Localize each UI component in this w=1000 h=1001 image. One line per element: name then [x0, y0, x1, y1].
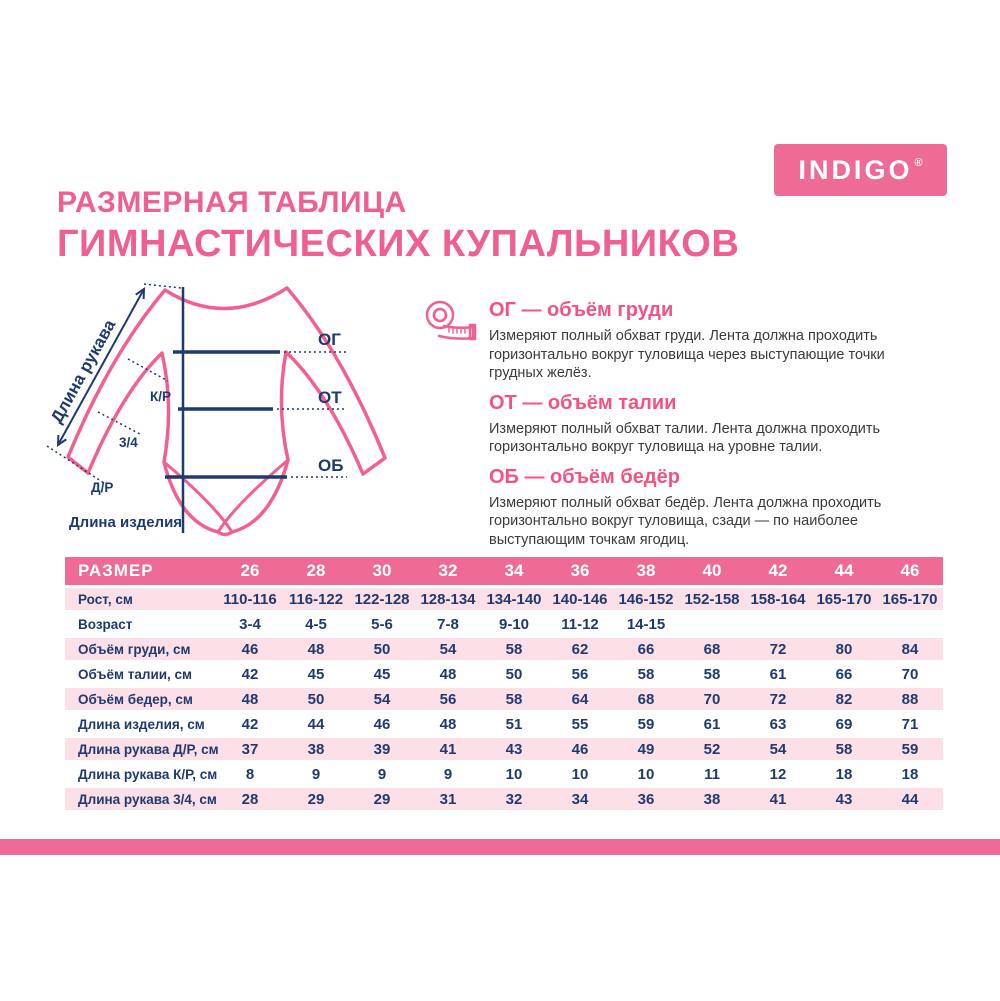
table-cell: 59	[901, 740, 919, 758]
table-cell: 3-4	[239, 615, 261, 633]
table-cell: 50	[373, 640, 391, 658]
table-row	[65, 663, 943, 685]
table-cell: 88	[901, 690, 919, 708]
table-cell: 48	[241, 690, 259, 708]
table-cell: 46	[241, 640, 259, 658]
table-cell: 9-10	[498, 615, 530, 633]
size-header-cell: 46	[900, 561, 920, 580]
table-cell: 62	[571, 640, 589, 658]
table-cell: 134-140	[486, 590, 542, 608]
kr-label: К/Р	[150, 389, 171, 404]
size-header-cell: 38	[636, 561, 656, 580]
row-label: Длина изделия, см	[78, 716, 205, 732]
table-cell: 44	[307, 715, 325, 733]
registered-mark: ®	[914, 157, 923, 169]
table-cell: 14-15	[626, 615, 666, 633]
tape-roll-outer	[427, 302, 453, 328]
sleeve-length-arrow	[58, 289, 144, 445]
table-cell: 48	[439, 665, 457, 683]
page-title-line2: ГИМНАСТИЧЕСКИХ КУПАЛЬНИКОВ	[57, 223, 740, 265]
hips-section-text	[489, 494, 969, 550]
page-title-line1: РАЗМЕРНАЯ ТАБЛИЦА	[57, 186, 407, 219]
brand-logo	[774, 144, 947, 196]
measuring-tape-icon	[423, 296, 481, 346]
table-cell: 41	[439, 740, 457, 758]
table-row	[65, 588, 943, 610]
waist-section-text	[489, 420, 969, 457]
waist-section	[489, 392, 969, 457]
waist-label: ОТ	[318, 388, 342, 407]
table-cell: 11-12	[561, 615, 599, 633]
table-cell: 49	[637, 740, 655, 758]
table-cell: 71	[901, 715, 919, 733]
item-length-label: Длина изделия	[69, 514, 183, 531]
table-cell: 158-164	[750, 590, 806, 608]
table-row	[65, 713, 943, 735]
size-header-cell: 44	[834, 561, 854, 580]
table-cell: 11	[704, 765, 720, 783]
table-cell: 52	[703, 740, 721, 758]
table-cell: 10	[505, 765, 523, 783]
bottom-accent-band	[0, 839, 1000, 855]
table-cell: 18	[835, 765, 853, 783]
table-cell: 56	[439, 690, 457, 708]
hips-section-heading: ОБ — объём бедёр	[489, 465, 680, 488]
table-cell: 51	[505, 715, 523, 733]
row-label: Объём груди, см	[78, 641, 191, 657]
table-cell: 70	[901, 665, 919, 683]
table-cell: 43	[835, 790, 853, 808]
table-cell	[811, 613, 877, 635]
table-cell: 42	[241, 665, 259, 683]
size-header-cell: 40	[702, 561, 722, 580]
table-row	[65, 613, 943, 635]
table-cell: 54	[439, 640, 457, 658]
table-row	[65, 738, 943, 760]
size-header-cell: 26	[240, 561, 260, 580]
row-label: Возраст	[78, 616, 133, 632]
table-cell: 140-146	[552, 590, 608, 608]
description-line: грудных желёз.	[489, 365, 592, 381]
row-label: Длина рукава 3/4, см	[78, 791, 217, 807]
table-cell: 58	[835, 740, 853, 758]
table-cell: 9	[311, 765, 321, 783]
table-cell	[877, 613, 943, 635]
table-cell: 58	[637, 665, 655, 683]
table-cell: 122-128	[354, 590, 410, 608]
table-cell: 31	[439, 790, 457, 808]
size-header-cell: 28	[306, 561, 326, 580]
table-cell: 45	[307, 665, 325, 683]
table-cell: 58	[703, 665, 721, 683]
table-cell	[679, 613, 745, 635]
table-cell: 32	[505, 790, 523, 808]
leotard-diagram	[40, 270, 420, 550]
table-cell: 64	[571, 690, 589, 708]
table-cell: 146-152	[618, 590, 674, 608]
table-body	[65, 588, 943, 810]
table-cell: 70	[703, 690, 721, 708]
table-cell: 45	[373, 665, 391, 683]
table-cell: 68	[637, 690, 655, 708]
table-cell: 29	[373, 790, 391, 808]
table-cell: 37	[241, 740, 259, 758]
table-cell: 110-116	[223, 590, 277, 608]
table-row	[65, 688, 943, 710]
table-cell: 152-158	[684, 590, 740, 608]
table-cell: 61	[703, 715, 721, 733]
table-cell: 42	[241, 715, 259, 733]
table-cell: 28	[241, 790, 259, 808]
table-row	[65, 788, 943, 810]
table-cell: 84	[901, 640, 919, 658]
table-cell: 68	[703, 640, 721, 658]
table-cell: 39	[373, 740, 391, 758]
row-label: Длина рукава Д/Р, см	[78, 741, 219, 757]
table-cell: 50	[307, 690, 325, 708]
table-cell: 10	[571, 765, 589, 783]
table-row	[65, 638, 943, 660]
table-cell: 66	[637, 640, 655, 658]
table-cell: 58	[505, 690, 523, 708]
table-cell: 80	[835, 640, 853, 658]
table-cell: 9	[377, 765, 387, 783]
table-cell: 58	[505, 640, 523, 658]
chest-section-text	[489, 327, 969, 383]
table-cell: 34	[571, 790, 589, 808]
size-header-cell: 42	[768, 561, 788, 580]
table-cell: 46	[373, 715, 391, 733]
table-cell: 50	[505, 665, 523, 683]
chest-label: ОГ	[318, 330, 341, 349]
page-title	[57, 186, 739, 266]
table-cell: 72	[769, 690, 787, 708]
sleeve-length-label: Длина рукава	[46, 316, 120, 427]
size-header-cell: 36	[570, 561, 590, 580]
row-label: Объём талии, см	[78, 666, 193, 682]
measurement-descriptions	[489, 299, 969, 558]
description-line: выступающим точкам ягодиц.	[489, 531, 690, 548]
table-cell: 48	[307, 640, 325, 658]
description-line: горизонтально вокруг туловища на уровне талии.	[489, 439, 823, 455]
size-header-cell: 30	[372, 561, 392, 580]
waist-section-heading: ОТ — объём талии	[489, 391, 677, 414]
table-cell: 55	[571, 715, 589, 733]
table-row	[65, 763, 943, 785]
table-cell: 9	[443, 765, 453, 783]
hips-label: ОБ	[318, 456, 344, 475]
size-header-cell: 34	[504, 561, 524, 580]
three-quarter-label: 3/4	[119, 435, 138, 450]
hips-section	[489, 466, 969, 550]
table-cell: 5-6	[371, 615, 393, 633]
row-label: Объём бедер, см	[78, 691, 193, 707]
table-cell: 82	[835, 690, 853, 708]
description-line: Измеряют полный обхват бедёр. Лента должна проходить	[489, 494, 882, 511]
table-cell: 56	[571, 665, 589, 683]
table-cell: 29	[307, 790, 325, 808]
row-label: Длина рукава К/Р, см	[78, 766, 218, 782]
table-cell: 59	[637, 715, 655, 733]
table-cell: 66	[835, 665, 853, 683]
three-quarter-leader-dotted	[98, 412, 140, 434]
table-cell: 8	[245, 765, 255, 783]
table-cell: 72	[769, 640, 787, 658]
table-cell: 38	[307, 740, 325, 758]
table-cell: 12	[769, 765, 787, 783]
table-header-label: РАЗМЕР	[78, 561, 154, 580]
table-cell	[745, 613, 811, 635]
table-cell: 44	[901, 790, 919, 808]
table-cell: 63	[769, 715, 787, 733]
table-cell: 36	[637, 790, 655, 808]
table-cell: 116-122	[288, 590, 344, 608]
table-cell: 46	[571, 740, 589, 758]
table-cell: 7-8	[437, 615, 459, 633]
table-cell: 48	[439, 715, 457, 733]
table-cell: 54	[373, 690, 391, 708]
table-cell: 43	[505, 740, 523, 758]
chest-section	[489, 299, 969, 383]
brand-logo-text: INDIGO	[798, 154, 913, 185]
table-cell: 165-170	[882, 590, 938, 608]
row-label: Рост, см	[78, 591, 133, 607]
size-table	[65, 557, 943, 813]
table-cell: 128-134	[420, 590, 476, 608]
table-cell: 18	[901, 765, 919, 783]
table-cell: 38	[703, 790, 721, 808]
table-cell: 69	[835, 715, 853, 733]
table-cell: 10	[637, 765, 655, 783]
table-cell: 4-5	[305, 615, 327, 633]
description-line: Измеряют полный обхват груди. Лента должна проходить	[489, 328, 878, 344]
shoulder-leader-dotted	[144, 284, 181, 288]
description-line: Измеряют полный обхват талии. Лента должна проходить	[489, 420, 881, 437]
table-cell: 54	[769, 740, 787, 758]
dr-label: Д/Р	[91, 480, 114, 495]
description-line: горизонтально вокруг туловища через выступающие точки	[489, 346, 885, 363]
table-cell: 41	[769, 790, 787, 808]
description-line: горизонтально вокруг туловища, сзади — по наиболее	[489, 513, 858, 529]
table-cell: 165-170	[816, 590, 872, 608]
table-header-row	[65, 557, 943, 585]
size-header-cell: 32	[438, 561, 458, 580]
table-cell: 61	[769, 665, 787, 683]
size-header-cells	[217, 557, 943, 585]
chest-section-heading: ОГ — объём груди	[489, 299, 674, 321]
